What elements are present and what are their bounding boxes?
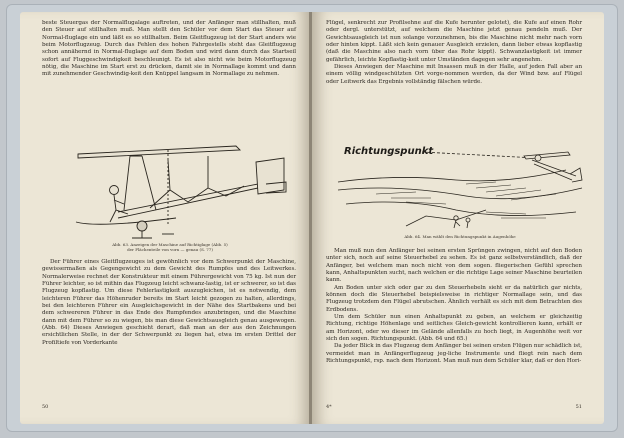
glider-weighing-diagram [58,130,298,240]
left-figure-caption: Abb. 63. Anzeigen der Maschine auf Richtiglage (Abb. 5) der Flächenteile von vorn — genau (S. 77) [112,242,228,252]
richtungspunkt-illustration [336,140,586,232]
right-paragraph-6: Da jeder Blick in das Flugzeug dem Anfänger bei seinen ersten Flügen nur schädlich ist, vermeidet man in Anfängerflugzeug jeg-liche Instrumente und fliegt rein nach dem Richtungspunkt, rsp. nach dem Horizont. Man muß nun dem Schüler klar, daß er den Hori- [326,343,582,365]
left-paragraph-1: beste Steuergas der Normalflugalage auftreten, und der Anfänger man stillhalten, muß den Steuer auf stillhalten muß. Man stellt den Schüler vor dem Start das Steuer auf Normal-fluglage ein und läßt es so stillhalten. Beim Gleitflugzeug ist der Start anders wie beim Motorflugzeug. Durch das Fehlen des hohen Fahrgestells steht das Gleitflugzeug schon annähernd in Normal-fluglage auf dem Boden und wird dann durch das Startseil sofort auf Fluggeschwindigkeit beschleunigt. Es ist also nicht wie beim Motorflugzeug nötig, die Maschine im Start erst zu drücken, damit sie in Normallage kommt und dann mit zunehmender Geschwindig-keit den Knüppel langsam in Normallage zu nehmen. [42,20,296,78]
figure-label: Richtungspunkt [344,146,434,157]
right-page [312,12,604,424]
right-paragraph-4: Am Boden unter sich oder gar zu den Steuerhebeln sieht er da natürlich gar nichts, können doch die Steuerhebel beispielsweise in richtiger Normallage sein, und das Flugzeug trotzdem den Flügel abrutschen. Ähnlich verhält es sich mit dem Betrachten des Erdbodens. [326,284,582,313]
signature-mark: 4* [326,404,332,410]
left-paragraph-2: Der Führer eines Gleitflugzeuges ist gewöhnlich vor dem Schwerpunkt der Maschine, gewissermaßen als Gegengewicht zu dem Gewicht des Rumpfes und des Leitwerkes. Normalerweise rechnet der Konstrukteur mit einem Führergewicht von 75 kg. Ist nun der Führer leichter, so ist mithin das Flugzeug leicht schwanz-lastig, ist er schwerer, so ist das Flugzeug kopflastig. Um diese Fehlerlastigkeit auszugleichen, ist es notwendig, dem leichteren Führer das Höhenruder bereits im Start leicht gezogen zu halten, allerdings, bei den leichteren Führer ein Ausgleichsgewicht in der Nähe des Startbakens und bei dem schwereren Führer in das Ende des Rumpfendes anzubringen, und die Maschine dann mit dem Führer so zu wiegen, bis man diese Gewichtsausgleich genau ausgewogen. (Abb. 64) Dieses Anwiegen geschieht derart, daß man an der aus den Zeichnungen ersichtlichen Stelle, in der der Schwerpunkt zu liegen hat, etwa im ersten Drittel der Profiltiefe von Vorderkante [42,259,296,346]
left-text-top [42,20,296,79]
right-paragraph-1: Flügel, senkrecht zur Profilsehne auf die Kufe herunter gelotet), die Kufe auf einen Rohr oder dergl. unterstützt, auf welchem die Maschine jetzt genau pendeln muß. Der Gewichtsausgleich ist nun solange vorzunehmen, bis die Maschine nicht mehr nach vorn oder hinten kippt. Läßt sich kein genauer Ausgleich erzielen, dann lieber etwas kopflastig (daß die Maschine also nach vorn über das Rohr kippt). Schwanzlastigkeit ist immer gefährlich, leichte Kopflastig-keit unter Umständen dagegen sehr angenehm. [326,20,582,63]
book-cover [6,4,618,432]
right-paragraph-2: Dieses Anwiegen der Maschine mit Insassen muß in der Halle, auf jeden Fall aber an einem völlig windgeschützten Ort vorge-nommen werden, da der Wind bzw. auf Flügel oder Leitwerk das Ergebnis vollständig fälschen würde. [326,64,582,85]
right-paragraph-5: Um dem Schüler nun einen Anhaltspunkt zu geben, an welchem er gleichzeitig Richtung, richtige Höhenlage und seitliches Gleich-gewicht kontrollieren kann, erhält er am Horizont, oder wo dieser im Gelände allenfalls zu hoch liegt, in Augenhöhe weit vor sich den sogen. Richtungspunkt. (Abb. 64 und 65.) [326,314,582,343]
right-paragraph-3: Man muß nun den Anfänger bei seinen ersten Sprüngen zwingen, nicht auf den Boden unter sich, noch auf seine Steuerhebel zu sehen. Es ist ganz selbstverständlich, daß der Anfänger, bei welchem man noch nicht von dem sogen. fliegerischen Gefühl sprechen kann, Anhaltspunkten sucht, nach welchen er die richtige Lage seiner Maschine beurteilen kann. [326,248,582,284]
right-page-number: 51 [575,404,582,410]
left-page [20,12,310,424]
right-figure-caption: Abb. 64. Man wählt den Richtungspunkt in Augenhöhe [404,234,516,239]
right-text-bottom [326,248,582,366]
left-page-number: 50 [42,404,49,410]
left-text-bottom [42,259,296,347]
right-text-top [326,20,582,86]
